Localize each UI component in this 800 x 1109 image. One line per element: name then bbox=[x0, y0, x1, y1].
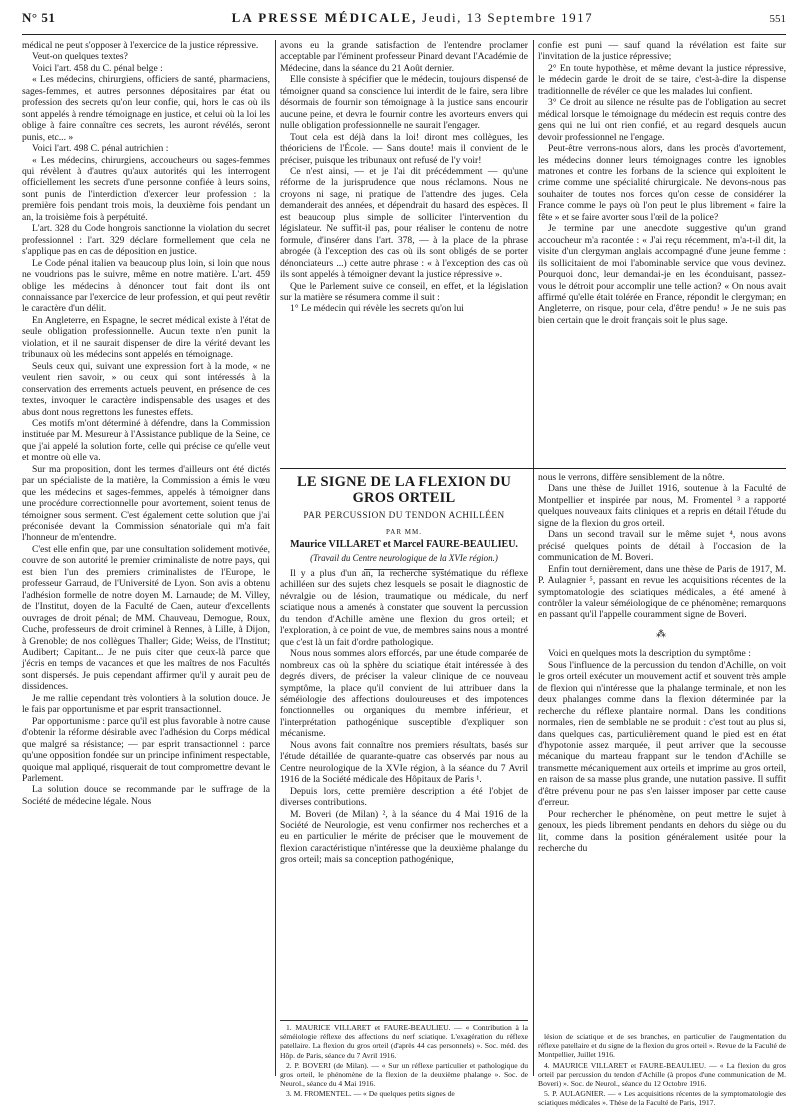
column-left bbox=[22, 40, 270, 1076]
paragraph: lésion de sciatique et de ses branches, en particulier de l'augmentation du réflexe patellaire et du signe de la flexion du gros orteil ». Revue de la Faculté de Montpellier, Juillet 1916. bbox=[538, 1032, 786, 1060]
paragraph: Tout cela est déjà dans la loi! diront mes collègues, les théoriciens de l'École. — Sans doute! mais il convient de le préciser, puisque les tribunaux ont refusé de l'y voir! bbox=[280, 131, 528, 166]
paragraph: Dans un second travail sur le même sujet ⁴, nous avons précisé quelques points de détail à l'occasion de la communication de M. Boveri. bbox=[538, 529, 786, 564]
column-right-article bbox=[538, 472, 786, 1032]
paragraph: Voici l'art. 498 C. pénal autrichien : bbox=[32, 143, 169, 155]
paragraph: Voici en quelques mots la description du symptôme : bbox=[548, 648, 751, 660]
paragraph: Nous nous sommes alors efforcés, par une étude comparée de nombreux cas où la sphère du sciatique était intéressée à des degrés divers, de préciser la valeur clinique de ce nouveau symptôme, la place qu'il convient de lui attribuer dans la séméiologie des affections douloureuses et des impotences fonctionnelles ou organiques du membre inférieur, et l'interprétation pathogénique susceptible d'expliquer son mécanisme. bbox=[280, 648, 528, 740]
article-authors: Maurice VILLARET et Marcel FAURE-BEAULIEU. bbox=[290, 539, 518, 550]
paragraph: Peut-être verrons-nous alors, dans les procès d'avortement, les médecins donner leurs témoignages contre les ignobles matrones et contre les forbans de la science qui exploitent le crime comme une spécialité chirurgicale. Ne devons-nous pas souhaiter de toutes nos forces qu'on cesse de considérer la France comme le pays où l'on peut le plus librement « faire la fête » et se faire avorter sous l'œil de la police? bbox=[538, 143, 786, 223]
article-part-two bbox=[538, 648, 786, 854]
article-heading bbox=[280, 474, 528, 570]
article-title: LE SIGNE DE LA FLEXION DU GROS ORTEIL bbox=[296, 474, 512, 506]
page-header bbox=[22, 10, 786, 32]
paragraph: 4. MAURICE VILLARET et FAURE-BEAULIEU. — « La flexion du gros orteil par percussion du tendon d'Achille (à propos d'une communication de M. Boveri) ». Soc. de Neurol., séance du 12 Octobre 1916. bbox=[538, 1060, 786, 1089]
paragraph: confie est puni — sauf quand la révélation est faite sur l'invitation de la justice répressive; bbox=[538, 40, 786, 63]
paragraph: En Angleterre, en Espagne, le secret médical existe à l'état de seule obligation professionnelle. Aucun texte n'en punit la violation, et il ne saurait dispenser de dire la vérité devant les tribunaux où les médecins sont appelés en témoignage. bbox=[22, 314, 270, 361]
paragraph: Ce n'est ainsi, — et je l'ai dit précédemment — qu'une réforme de la jurisprudence que nous réclamons. Nous ne croyons ni sage, ni pratique de l'attendre des juges. Cela demanderait des années, et dépendrait du hasard des espèces. Il est beaucoup plus simple de solliciter l'intervention du législateur. Ne suffit-il pas, pour réaliser le contenu de notre formule, d'insérer dans l'art. 378, — à la place de la phrase abrogée (à l'exception des cas où ils sont obligés de se porter dénonciateurs ...) cette autre phrase : « à l'exception des cas où ils sont appelés à témoigner devant la justice répressive ». bbox=[280, 165, 528, 281]
paragraph: avons eu la grande satisfaction de l'entendre proclamer acceptable par l'éminent professeur Pinard devant l'Académie de Médecine, dans la séance du 21 Août dernier. bbox=[280, 40, 528, 74]
paragraph: La solution douce se recommande par le suffrage de la Société de médecine légale. Nous bbox=[22, 784, 270, 807]
article-rule bbox=[280, 468, 786, 469]
paragraph: Que le Parlement suive ce conseil, en effet, et la législation sur la matière se résumera comme il suit : bbox=[280, 280, 528, 303]
paragraph: « Les médecins, chirurgiens, officiers de santé, pharmaciens, sages-femmes, et autres personnes dépositaires par état ou profession des secrets qu'on leur confie, qui, hors le cas où ils sont appelés à rendre témoignage en justice, et celui où la loi les oblige à faire connaître ces secrets, les auront révélés, seront punis, etc... » bbox=[22, 74, 270, 143]
page-number: 551 bbox=[769, 13, 786, 25]
article-subtitle: PAR PERCUSSION DU TENDON ACHILLÉEN bbox=[303, 510, 505, 520]
paragraph: Par opportunisme : parce qu'il est plus favorable à notre cause d'obtenir la réforme désirable avec l'adhésion du Corps médical que malgré sa résistance; — par esprit transactionnel : parce qu'une opposition fondée sur un principe infiniment respectable, quoique mal appliqué, risquerait de tout compromettre devant le Parlement. bbox=[22, 715, 270, 784]
newspaper-page bbox=[22, 10, 787, 1108]
header-rule bbox=[22, 34, 786, 35]
article-part-one bbox=[538, 472, 786, 621]
paragraph: Le Code pénal italien va beaucoup plus loin, si loin que nous ne voudrions pas le suivre, même en notre matière. L'art. 459 oblige les médecins à dénoncer tout fait dont ils ont connaissance par l'exercice de leur profession, et qui peut revêtir le caractère d'un délit. bbox=[22, 257, 270, 315]
journal-title bbox=[232, 10, 594, 26]
paragraph: 3. M. FROMENTEL. — « De quelques petits signes de bbox=[286, 1089, 455, 1099]
paragraph: médical ne peut s'opposer à l'exercice de la justice répressive. bbox=[22, 40, 259, 51]
column-right-top bbox=[538, 40, 786, 460]
paragraph: 1. MAURICE VILLARET et FAURE-BEAULIEU. — « Contribution à la séméiologie réflexe des affections du nerf sciatique. L'exagération du réflexe patellaire. La flexion du gros orteil (d'après 44 cas personnels) ». Soc. méd. des Hôp. de Paris, séance du 7 Avril 1916. bbox=[280, 1023, 528, 1060]
paragraph: C'est elle enfin que, par une consultation solidement motivée, couvre de son autorité le premier criminaliste de notre pays, qui est bien l'un des premiers criminalistes de l'Europe, le professeur Garraud, de l'Université de Lyon. Son avis a obtenu l'adhésion formelle de notre doyen M. Larnaude; de M. Villey, de l'Institut, doyen de la Faculté de Caen, auteur d'excellents ouvrages de droit pénal; de MM. Chauveau, Demogue, Roux, Cuche, professeurs de droit criminel à Rennes, à Lille, à Dijon, à Grenoble; de nos collègues Thaller; Gide; Weiss, de l'Institut; Audibert; Capitant... Je ne puis citer que ceux-là parce que j'écris en temps de vacances et que les maîtres de nos Facultés sont dispersés. Je puis cependant affirmer qu'il y aurait peu de dissidences. bbox=[22, 543, 270, 693]
footnotes-left bbox=[280, 1020, 528, 1100]
footnotes-right bbox=[538, 1032, 786, 1109]
paragraph: Pour rechercher le phénomène, on peut mettre le sujet à genoux, les pieds librement pendants en dehors du siège ou du lit, comme dans la position généralement usitée pour la recherche du bbox=[538, 808, 786, 855]
paragraph: Ces motifs m'ont déterminé à défendre, dans la Commission instituée par M. Mesureur à l'Assistance publique de la Seine, ce que j'ai appelé la solution forte, celle qui précise ce qu'elle veut et montre où elle va. bbox=[22, 417, 270, 464]
paragraph: nous le verrons, diffère sensiblement de la nôtre. bbox=[538, 472, 725, 483]
column-divider bbox=[275, 40, 276, 1076]
paragraph: L'art. 328 du Code hongrois sanctionne la violation du secret professionnel : l'art. 329 déclare formellement que cela ne s'applique pas en cas de déposition en justice. bbox=[22, 223, 270, 258]
paragraph: 5. P. AULAGNIER. — « Les acquisitions récentes de la symptomatologie des sciatiques médicales ». Thèse de la Faculté de Paris, 1917. bbox=[538, 1089, 786, 1108]
paragraph: Voici l'art. 458 du C. pénal belge : bbox=[32, 62, 163, 74]
column-divider bbox=[533, 40, 534, 1076]
paragraph: Sur ma proposition, dont les termes d'ailleurs ont été dictés par un spécialiste de la matière, la Commission a émis le vœu que les médecins et sages-femmes, appelés à témoigner dans une procédure correctionnelle pour avortement, soient tenus de témoigner sous serment. C'est également cette solution que j'ai préconisée devant la Commission sénatoriale qui m'a fait l'honneur de m'entendre. bbox=[22, 463, 270, 544]
section-stars: ⁂ bbox=[656, 628, 668, 640]
paragraph: « Les médecins, chirurgiens, accoucheurs ou sages-femmes qui révèlent à d'autres qu'aux autorités qui les interrogent officiellement les secrets d'une personne confiée à leurs soins, sont punis de l'interdiction d'exercer leur profession : la première fois pendant trois mois, la deuxième fois pendant un an, la troisième fois à perpétuité. bbox=[22, 154, 270, 223]
article-affiliation: (Travail du Centre neurologique de la XVIe région.) bbox=[310, 553, 498, 563]
issue-date: Jeudi, 13 Septembre 1917 bbox=[422, 10, 594, 25]
paragraph: Sous l'influence de la percussion du tendon d'Achille, on voit le gros orteil exécuter un mouvement actif et souvent très ample de flexion qui n'intéresse que la phalange terminale, et non les deux phalanges comme dans la flexion déterminée par la recherche du réflexe plantaire normal. Dans les conditions normales, rien de semblable ne se produit : c'est tout au plus si, dans quelques cas, particulièrement quand le pied est en état d'hypotonie assez marquée, il peut arriver que la secousse mécanique du marteau frappant sur le tendon d'Achille se transmette mécaniquement aux orteils et imprime au gros orteil, en raison de sa masse plus grande, une nutation passive. Il suffit d'être prévenu pour ne pas s'en laisser imposer par cette cause d'erreur. bbox=[538, 659, 786, 809]
paragraph: 3° Ce droit au silence ne résulte pas de l'obligation au secret médical lorsque le témoignage du médecin est requis contre des gens qui ne lui ont rien confié, et au regard desquels aucun devoir professionnel ne l'engage. bbox=[538, 97, 786, 143]
paragraph: Je termine par une anecdote suggestive qu'un grand accoucheur m'a racontée : « J'ai reçu récemment, m'a-t-il dit, la visite d'un clergyman anglais accompagné d'une jeune femme : ils sollicitaient de moi l'abominable service que vous devinez. Pourquoi donc, leur demandai-je en les éconduisant, passez-vous le détroit pour accomplir une telle action? « On nous avait affirmé qu'elle était tolérée en France, répondit le clergyman; en Angleterre, on risque, pour cela, d'être pendu! » Je ne suis pas bien certain que le droit français soit le plus sage. bbox=[538, 223, 786, 326]
paragraph: Dans une thèse de Juillet 1916, soutenue à la Faculté de Montpellier et inspirée par nous, M. Fromentel ³ a rapporté quelques nouveaux faits cliniques et a repris en détail l'étude du signe de la flexion du gros orteil. bbox=[538, 483, 786, 529]
column-middle-article bbox=[280, 568, 528, 1018]
paragraph: Il y a plus d'un an, la recherche systématique du réflexe achilléen sur des sujets chez lesquels se posait le diagnostic de névralgie ou de lésion, traumatique ou médicale, du nerf sciatique nous a amenés à constater que souvent la percussion du tendon d'Achille amène une flexion du gros orteil; et l'exploration, à ce point de vue, de membres sains nous a montré que c'est là un fait d'ordre pathologique. bbox=[280, 568, 528, 648]
paragraph: 2. P. BOVERI (de Milan). — « Sur un réflexe particulier et pathologique du gros orteil, le phénomène de la flexion de la deuxième phalange ». Soc. de Neurol., séance du 4 Mai 1916. bbox=[280, 1060, 528, 1089]
paragraph: Veut-on quelques textes? bbox=[32, 51, 128, 63]
paragraph: Je me rallie cependant très volontiers à la solution douce. Je le fais par opportunisme et par esprit transactionnel. bbox=[22, 692, 270, 716]
paragraph: Depuis lors, cette première description a été l'objet de diverses contributions. bbox=[280, 785, 528, 809]
paragraph: Enfin tout dernièrement, dans une thèse de Paris de 1917, M. P. Aulagnier ⁵, passant en revue les acquisitions récentes de la symptomatologie des sciatiques médicales, a été amené à contrôler la valeur séméiologique de ce phénomène; remarquons en passant qu'il l'appelle couramment signe de Boveri. bbox=[538, 563, 787, 621]
paragraph: Elle consiste à spécifier que le médecin, toujours dispensé de témoigner quand sa conscience lui interdit de le faire, sera libre désormais de fournir son témoignage à la justice sans encourir aucune peine, et devra le fournir contre les avorteurs envers qui nulle obligation professionnelle ne saurait l'engager. bbox=[280, 74, 528, 132]
paragraph: 1° Le médecin qui révèle les secrets qu'on lui bbox=[290, 303, 464, 315]
paragraph: Nous avons fait connaître nos premiers résultats, basés sur l'étude détaillée de quarante-quatre cas observés par nous au Centre neurologique de la XVIe région, à la séance du 7 Avril 1916 de la Société médicale des Hôpitaux de Paris ¹. bbox=[280, 739, 528, 786]
issue-number: N° 51 bbox=[22, 10, 56, 25]
paragraph: Seuls ceux qui, suivant une expression fort à la mode, « ne veulent rien savoir, » ou ceux qui sont intéressés à la conservation des errements actuels peuvent, en présence de ces textes, invoquer le caractère indispensable des usages et des abus dont nous regrettons les funestes effets. bbox=[22, 360, 270, 418]
paragraph: 2° En toute hypothèse, et même devant la justice répressive, le médecin garde le droit de se taire, c'est-à-dire la dispense traditionnelle de révéler ce que les malades lui confient. bbox=[538, 62, 786, 97]
article-par: PAR MM. bbox=[386, 528, 422, 536]
paragraph: M. Boveri (de Milan) ², à la séance du 4 Mai 1916 de la Société de Neurologie, est venu confirmer nos recherches et a eu en particulier le mérite de préciser que le mouvement de flexion caractéristique n'intéresse que la deuxième phalange du gros orteil; mais sa conception pathogénique, bbox=[280, 808, 528, 866]
column-middle-top bbox=[280, 40, 528, 460]
journal-name: LA PRESSE MÉDICALE, bbox=[231, 10, 418, 25]
